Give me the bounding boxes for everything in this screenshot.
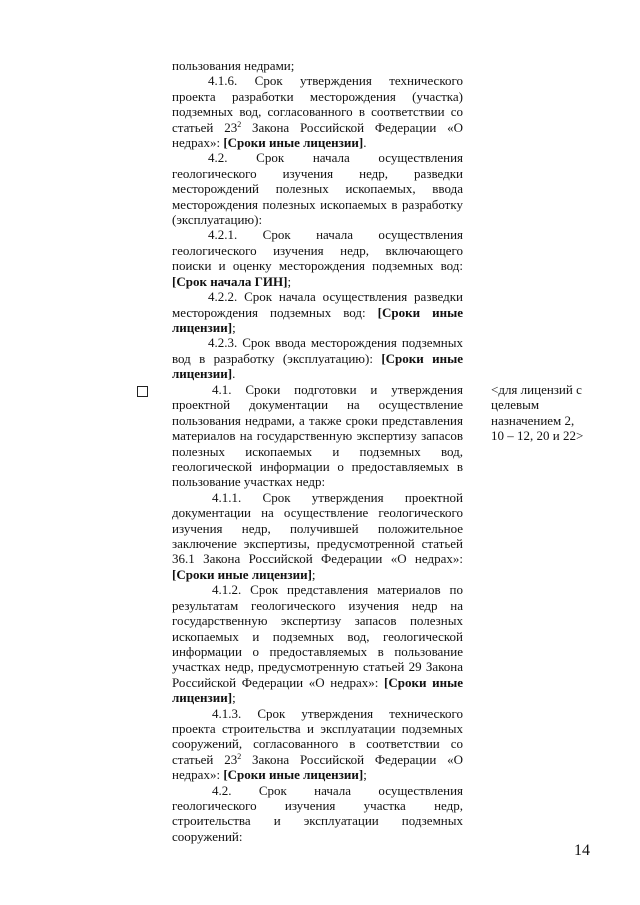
side-note <box>491 382 591 444</box>
paragraph-4-2: 4.2. Срок начала осуществления геологического изучения участка недр, строительства и эксплуатации подземных сооружений: <box>172 782 463 844</box>
side-note-line: <для лицензий с <box>491 382 582 397</box>
side-note-line: назначением 2, <box>491 412 575 428</box>
side-note-line: целевым <box>491 397 540 413</box>
placeholder-field: [Сроки иные лицензии] <box>172 304 463 335</box>
paragraph-4-1-2: 4.1.2. Срок представления материалов по результатам геологического изучения недр на государственную экспертизу запасов полезных ископаемых и подземных вод, геологической информации о предоставляемых в пользование участках недр, предусмотренную статьей 29 Закона Российской Федерации «О недрах»: [Сроки иные лицензии]; <box>172 582 463 706</box>
placeholder-field: [Сроки иные лицензии] <box>223 767 364 783</box>
paragraph-4-2: 4.2. Срок начала осуществления геологического изучения недр, разведки месторождений полезных ископаемых, ввода месторождения полезных ископаемых в разработку (эксплуатацию): <box>172 150 463 228</box>
paragraph-4-1: 4.1. Сроки подготовки и утверждения проектной документации на осуществление пользования недрами, а также сроки представления материалов на государственную экспертизу запасов полезных ископаемых и подземных вод, геологической информации о предоставляемых в пользование участках недр: <box>172 382 463 490</box>
section-text-lower <box>172 382 463 844</box>
placeholder-field: [Сроки иные лицензии] <box>223 135 364 151</box>
page-number: 14 <box>574 842 590 859</box>
placeholder-field: [Срок начала ГИН] <box>172 273 288 289</box>
paragraph-4-1-1: 4.1.1. Срок утверждения проектной документации на осуществление геологического изучения недр, получившей положительное заключение экспертизы, предусмотренной статьей 36.1 Закона Российской Федерации «О недрах»: [Сроки иные лицензии]; <box>172 489 463 582</box>
paragraph-4-2-3: 4.2.3. Срок ввода месторождения подземных вод в разработку (эксплуатацию): [Сроки иные лицензии]. <box>172 335 464 382</box>
placeholder-field: [Сроки иные лицензии] <box>172 566 312 582</box>
paragraph: пользования недрами; <box>172 58 295 73</box>
paragraph-4-1-3: 4.1.3. Срок утверждения технического проекта строительства и эксплуатации подземных сооружений, согласованного в соответствии со статьей $23^2$ Закона Российской Федерации «О недрах»: [Сроки иные лицензии]; <box>172 705 463 783</box>
paragraph-4-2-1: 4.2.1. Срок начала осуществления геологического изучения недр, включающего поиски и оценку месторождения подземных вод: [Срок начала ГИН]; <box>172 227 463 289</box>
paragraph-4-2-2: 4.2.2. Срок начала осуществления разведки месторождения подземных вод: [Сроки иные лицензии]; <box>172 289 463 335</box>
section-checkbox[interactable] <box>137 386 148 397</box>
placeholder-field: [Сроки иные лицензии] <box>172 674 463 706</box>
section-text-upper <box>172 58 463 382</box>
side-note-line: 10 – 12, 20 и 22> <box>491 428 584 444</box>
placeholder-field: [Сроки иные лицензии] <box>172 350 464 382</box>
paragraph-4-1-6: 4.1.6. Срок утверждения технического проекта разработки месторождения (участка) подземных вод, согласованного в соответствии со статьей $23^2$ Закона Российской Федерации «О недрах»: [Сроки иные лицензии]. <box>172 73 463 151</box>
